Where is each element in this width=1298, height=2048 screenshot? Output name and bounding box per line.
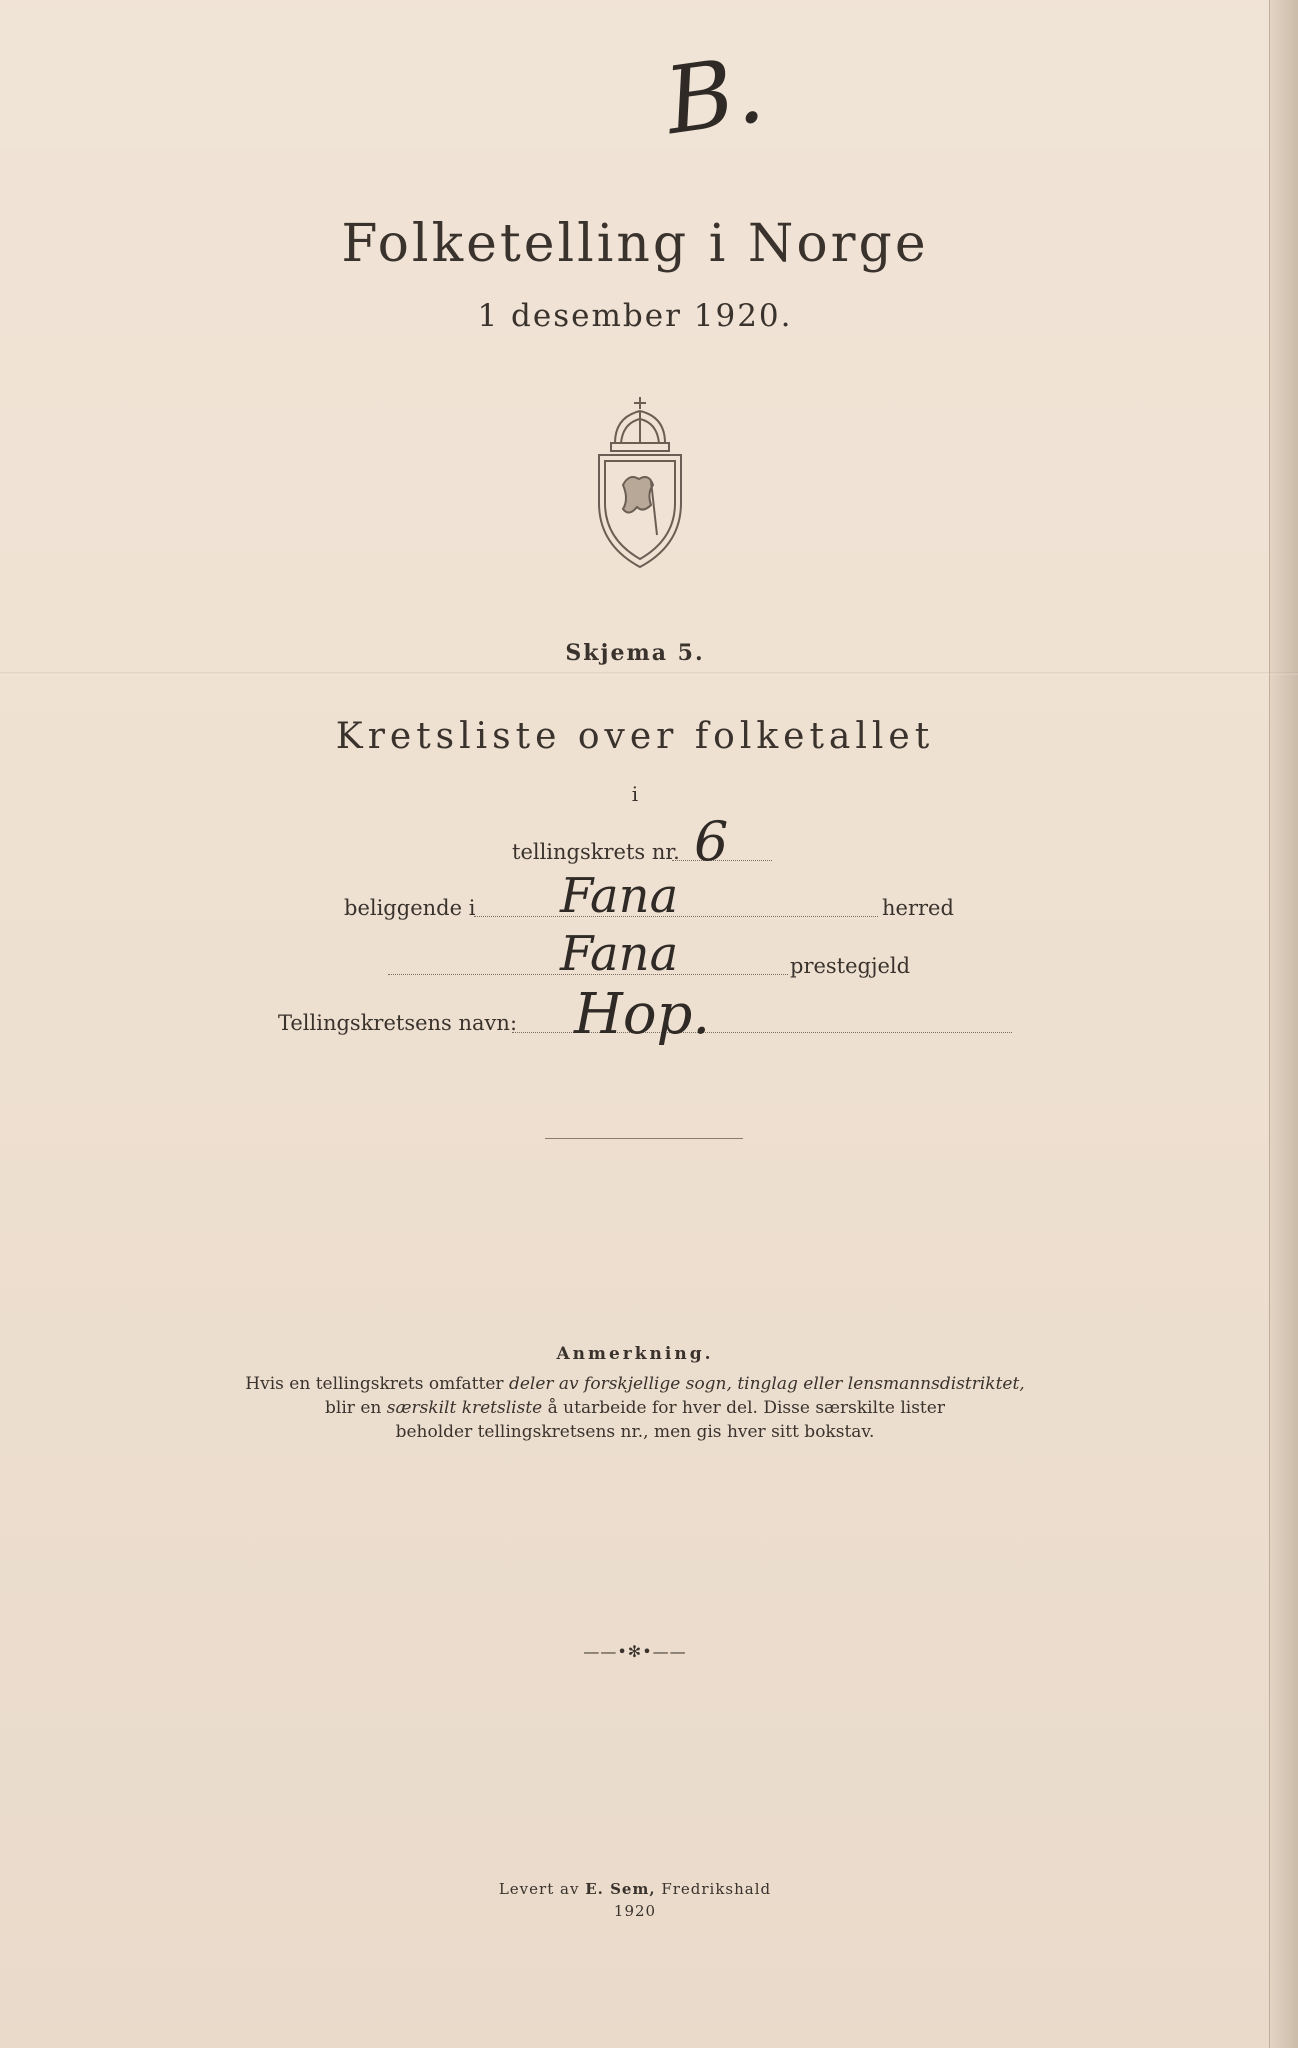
- document-title: Folketelling i Norge: [341, 214, 929, 274]
- page-edge: [1269, 0, 1298, 2048]
- herred-prefix: beliggende i: [344, 896, 476, 920]
- form-heading: Kretsliste over folketallet: [335, 716, 935, 757]
- note-line-2: blir en særskilt kretsliste å utarbeide for hver del. Disse særskilte lister: [325, 1398, 945, 1418]
- printer-credit: Levert av E. Sem, Fredrikshald: [498, 1880, 772, 1898]
- herred-value: Fana: [560, 868, 679, 924]
- prestegjeld-value: Fana: [560, 926, 679, 982]
- tellingskrets-value: 6: [694, 810, 729, 873]
- kretsnavn-label: Tellingskretsens navn:: [278, 1011, 518, 1035]
- tellingskrets-label: tellingskrets nr.: [512, 840, 680, 864]
- document-date: 1 desember 1920.: [477, 298, 793, 334]
- prestegjeld-suffix: prestegjeld: [790, 954, 911, 978]
- herred-suffix: herred: [882, 896, 954, 920]
- norway-coat-of-arms-icon: [593, 395, 687, 570]
- schema-number: Skjema 5.: [565, 640, 705, 666]
- note-heading: Anmerkning.: [556, 1344, 714, 1364]
- divider-line: [545, 1138, 743, 1139]
- page-fold: [0, 672, 1298, 675]
- ornament-divider: ——•✻•——: [583, 1642, 687, 1661]
- heading-connector: i: [631, 782, 639, 806]
- note-line-1: Hvis en tellingskrets omfatter deler av forskjellige sogn, tinglag eller lensmannsdistriktet,: [245, 1374, 1025, 1394]
- note-line-3: beholder tellingskretsens nr., men gis hver sitt bokstav.: [395, 1422, 875, 1442]
- kretsnavn-value: Hop.: [574, 982, 711, 1047]
- handwritten-mark: B.: [659, 35, 770, 156]
- printer-year: 1920: [613, 1902, 657, 1920]
